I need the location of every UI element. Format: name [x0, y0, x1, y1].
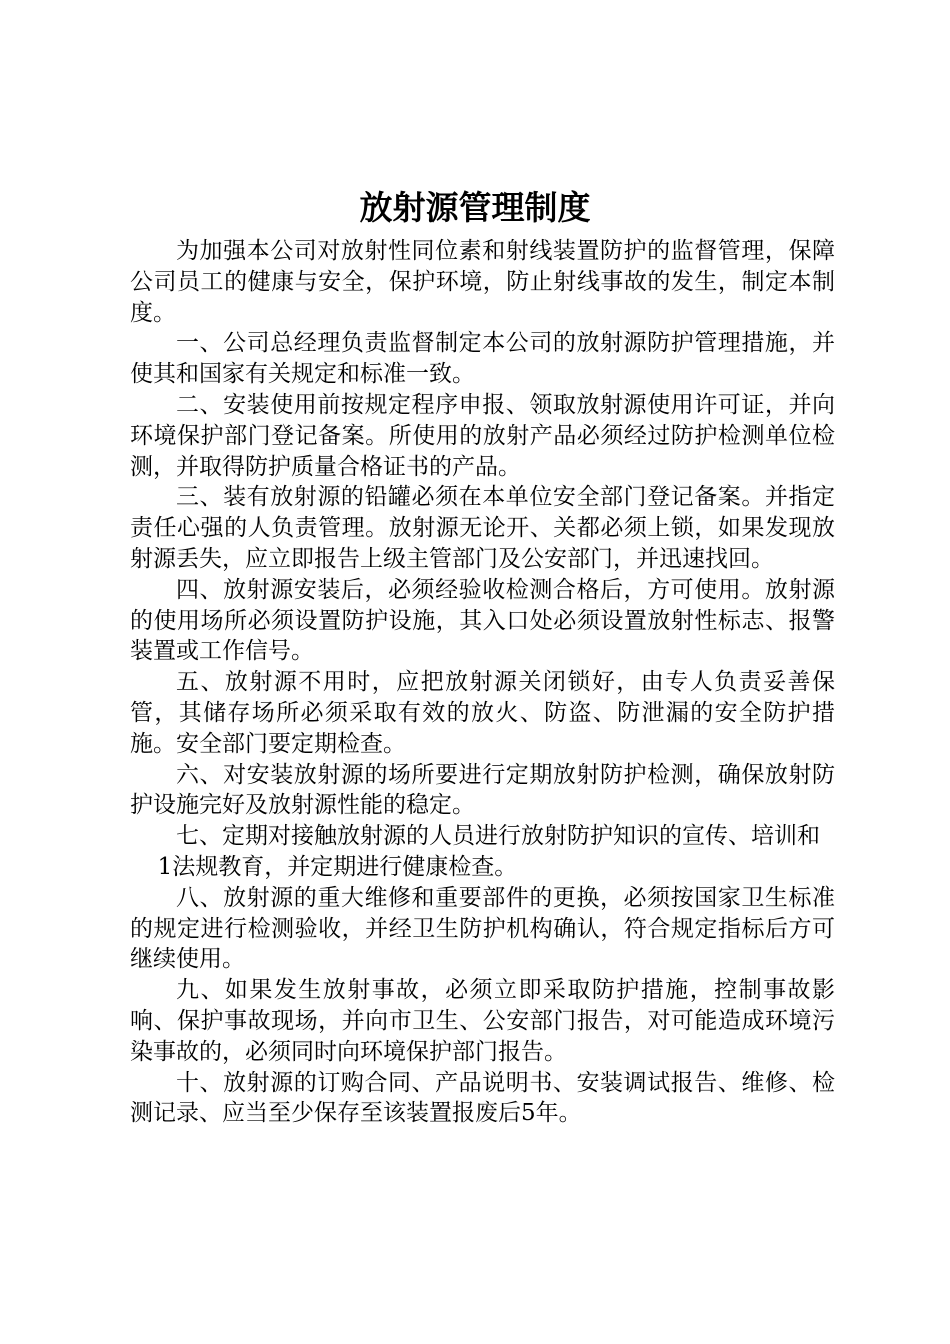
document-title: 放射源管理制度 — [359, 188, 591, 227]
paragraph-2: 二、安装使用前按规定程序申报、领取放射源使用许可证，并向环境保护部门登记备案。所使用的放射产品必须经过防护检测单位检测，并取得防护质量合格证书的产品。 — [130, 391, 835, 480]
paragraph-8: 八、放射源的重大维修和重要部件的更换，必须按国家卫生标准的规定进行检测验收，并经卫生防护机构确认，符合规定指标后方可继续使用。 — [130, 884, 835, 973]
paragraph-7: 七、定期对接触放射源的人员进行放射防护知识的宣传、培训和 — [176, 823, 820, 850]
paragraph-5: 五、放射源不用时，应把放射源关闭锁好，由专人负责妥善保管，其储存场所必须采取有效的放火、防盗、防泄漏的安全防护措施。安全部门要定期检查。 — [130, 669, 835, 757]
paragraph-3: 三、装有放射源的铅罐必须在本单位安全部门登记备案。并指定责任心强的人负责管理。放射源无论开、关都必须上锁，如果发现放射源丢失，应立即报告上级主管部门及公安部门，并迅速找回。 — [130, 484, 835, 572]
paragraph-6: 六、对安装放射源的场所要进行定期放射防护检测，确保放射防护设施完好及放射源性能的稳定。 — [130, 761, 835, 819]
paragraph-10: 十、放射源的订购合同、产品说明书、安装调试报告、维修、检测记录、应当至少保存至该装置报废后5年。 — [130, 1069, 835, 1127]
paragraph-7-continued: 1法规教育，并定期进行健康检查。 — [157, 853, 518, 880]
paragraph-9: 九、如果发生放射事故，必须立即采取防护措施，控制事故影响、保护事故现场，并向市卫生、公安部门报告，对可能造成环境污染事故的，必须同时向环境保护部门报告。 — [130, 977, 835, 1065]
paragraph-4: 四、放射源安装后，必须经验收检测合格后，方可使用。放射源的使用场所必须设置防护设施，其入口处必须设置放射性标志、报警装置或工作信号。 — [130, 576, 835, 665]
paragraph-1: 一、公司总经理负责监督制定本公司的放射源防护管理措施，并使其和国家有关规定和标准一致。 — [130, 330, 835, 388]
paragraph-intro: 为加强本公司对放射性同位素和射线装置防护的监督管理，保障公司员工的健康与安全，保护环境，防止射线事故的发生，制定本制度。 — [130, 238, 835, 326]
document-body — [130, 236, 835, 1129]
